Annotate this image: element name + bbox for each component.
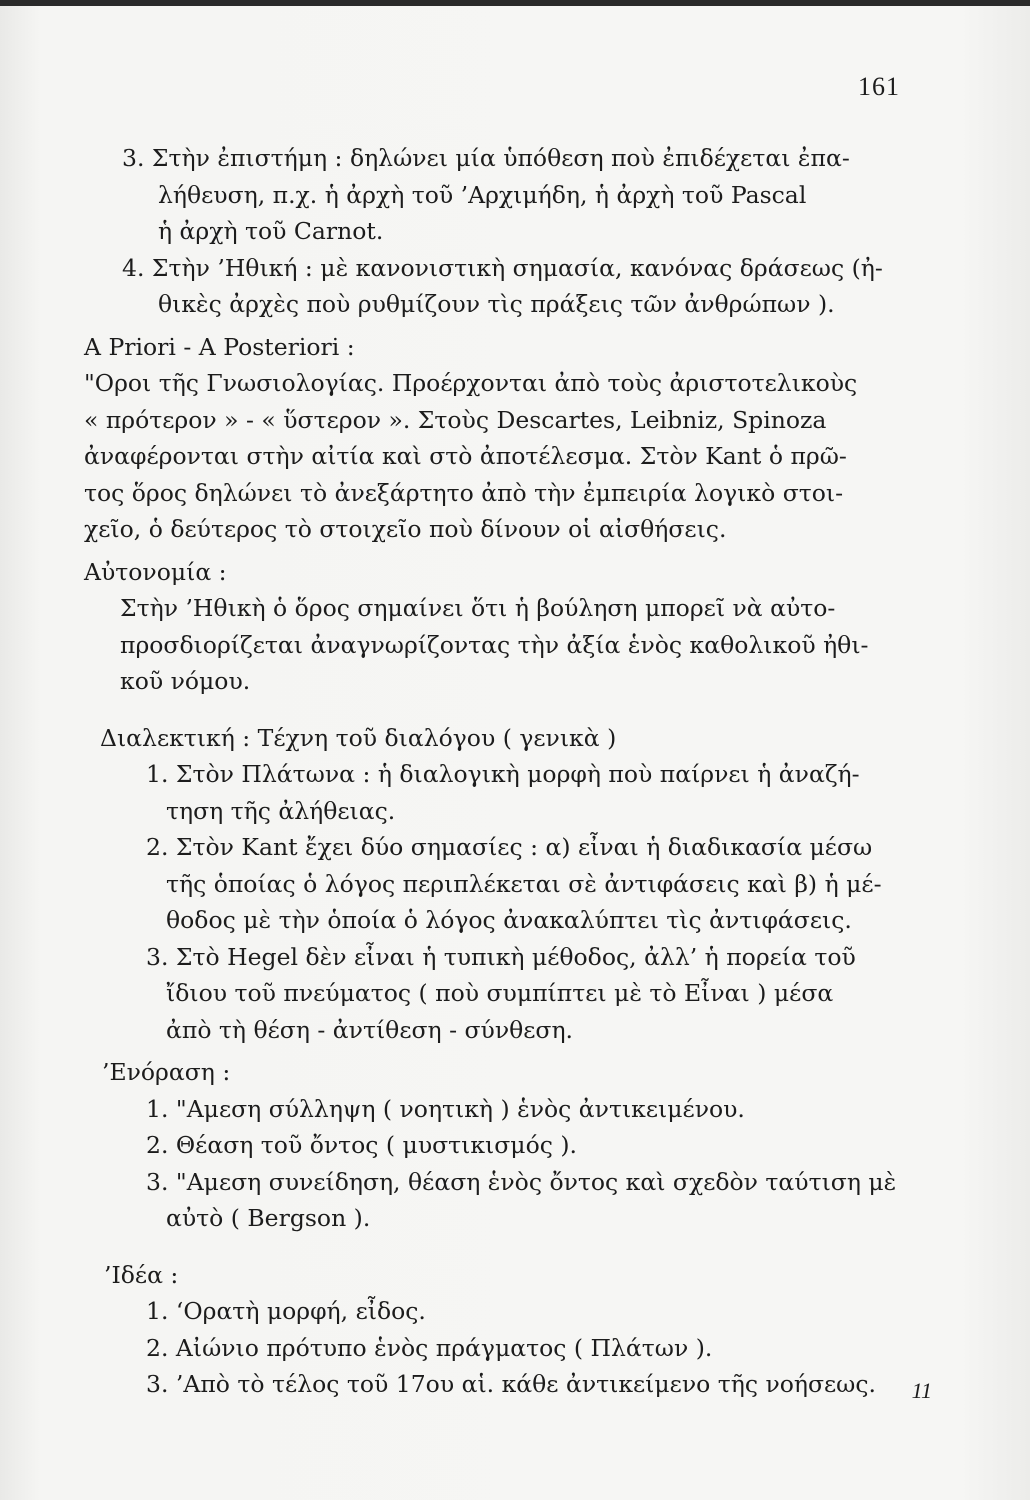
section-heading-autonomia: Αὐτονομία : (84, 557, 227, 586)
signature-mark: 11 (911, 1378, 932, 1403)
text-line: ἴδιου τοῦ πνεύματος ( ποὺ συμπίπτει μὲ τὸ Εἶναι ) μέσα (166, 979, 834, 1007)
text-line: 2. Στὸν Kant ἔχει δύο σημασίες : α) εἶναι ἡ διαδικασία μέσω (146, 833, 873, 861)
text-line: ἀπὸ τὴ θέση - ἀντίθεση - σύνθεση. (166, 1015, 574, 1044)
text-line: 4. Στὴν ’Ηθική : μὲ κανονιστικὴ σημασία, κανόνας δράσεως (ἠ- (122, 253, 883, 282)
text-line: αὐτὸ ( Bergson ). (166, 1204, 371, 1232)
text-line: 2. Θέαση τοῦ ὄντος ( μυστικισμός ). (146, 1131, 577, 1159)
text-line: λήθευση, π.χ. ἡ ἀρχὴ τοῦ ’Αρχιμήδη, ἡ ἀρχὴ τοῦ Pascal (158, 180, 807, 209)
text-line: "Οροι τῆς Γνωσιολογίας. Προέρχονται ἀπὸ τοὺς ἀριστοτελικοὺς (84, 369, 858, 397)
text-line: κοῦ νόμου. (120, 667, 251, 695)
text-line: χεῖο, ὁ δεύτερος τὸ στοιχεῖο ποὺ δίνουν οἱ αἰσθήσεις. (84, 515, 727, 543)
text-line: 1. ‘Ορατὴ μορφή, εἶδος. (146, 1297, 426, 1325)
text-line: 3. ’Απὸ τὸ τέλος τοῦ 17ου αἱ. κάθε ἀντικείμενο τῆς νοήσεως. (146, 1370, 876, 1398)
text-line: τηση τῆς ἀλήθειας. (166, 796, 396, 825)
page-number: 161 (858, 72, 900, 101)
text-line: 3. "Αμεση συνείδηση, θέαση ἑνὸς ὄντος καὶ σχεδὸν ταύτιση μὲ (146, 1167, 897, 1196)
text-line: « πρότερον » - « ὕστερον ». Στοὺς Descartes, Leibniz, Spinoza (84, 405, 827, 434)
text-line: 3. Στὸ Hegel δὲν εἶναι ἡ τυπικὴ μέθοδος, ἀλλ’ ἡ πορεία τοῦ (146, 942, 856, 971)
text-line: 3. Στὴν ἐπιστήμη : δηλώνει μία ὑπόθεση ποὺ ἐπιδέχεται ἐπα- (122, 144, 850, 172)
text-line: τος ὅρος δηλώνει τὸ ἀνεξάρτητο ἀπὸ τὴν ἐμπειρία λογικὸ στοι- (84, 478, 844, 507)
section-heading-dialektiki: Διαλεκτική : Τέχνη τοῦ διαλόγου ( γενικὰ ) (100, 723, 617, 752)
text-line: θικὲς ἀρχὲς ποὺ ρυθμίζουν τὶς πράξεις τῶν ἀνθρώπων ). (158, 290, 835, 318)
text-line: θοδος μὲ τὴν ὁποία ὁ λόγος ἀνακαλύπτει τὶς ἀντιφάσεις. (166, 906, 852, 934)
scan-edge (0, 0, 1030, 6)
text-line: Στὴν ’Ηθικὴ ὁ ὅρος σημαίνει ὅτι ἡ βούληση μπορεῖ νὰ αὐτο- (120, 594, 836, 622)
section-heading-idea: ’Ιδέα : (104, 1260, 179, 1289)
section-heading-enorasi: ’Ενόραση : (102, 1058, 231, 1086)
text-line: 1. "Αμεση σύλληψη ( νοητικὴ ) ἑνὸς ἀντικειμένου. (146, 1094, 745, 1123)
text-line: ἡ ἀρχὴ τοῦ Carnot. (158, 217, 384, 245)
page-body (84, 140, 920, 1403)
text-line: 1. Στὸν Πλάτωνα : ἡ διαλογικὴ μορφὴ ποὺ παίρνει ἡ ἀναζή- (146, 760, 860, 788)
text-line: 2. Αἰώνιο πρότυπο ἑνὸς πράγματος ( Πλάτων ). (146, 1333, 713, 1362)
text-line: ἀναφέρονται στὴν αἰτία καὶ στὸ ἀποτέλεσμα. Στὸν Kant ὁ πρῶ- (84, 442, 847, 470)
section-heading-a-priori: A Priori - A Posteriori : (84, 332, 355, 361)
text-line: προσδιορίζεται ἀναγνωρίζοντας τὴν ἀξία ἑνὸς καθολικοῦ ἠθι- (120, 630, 869, 659)
text-line: τῆς ὁποίας ὁ λόγος περιπλέκεται σὲ ἀντιφάσεις καὶ β) ἡ μέ- (166, 869, 882, 898)
